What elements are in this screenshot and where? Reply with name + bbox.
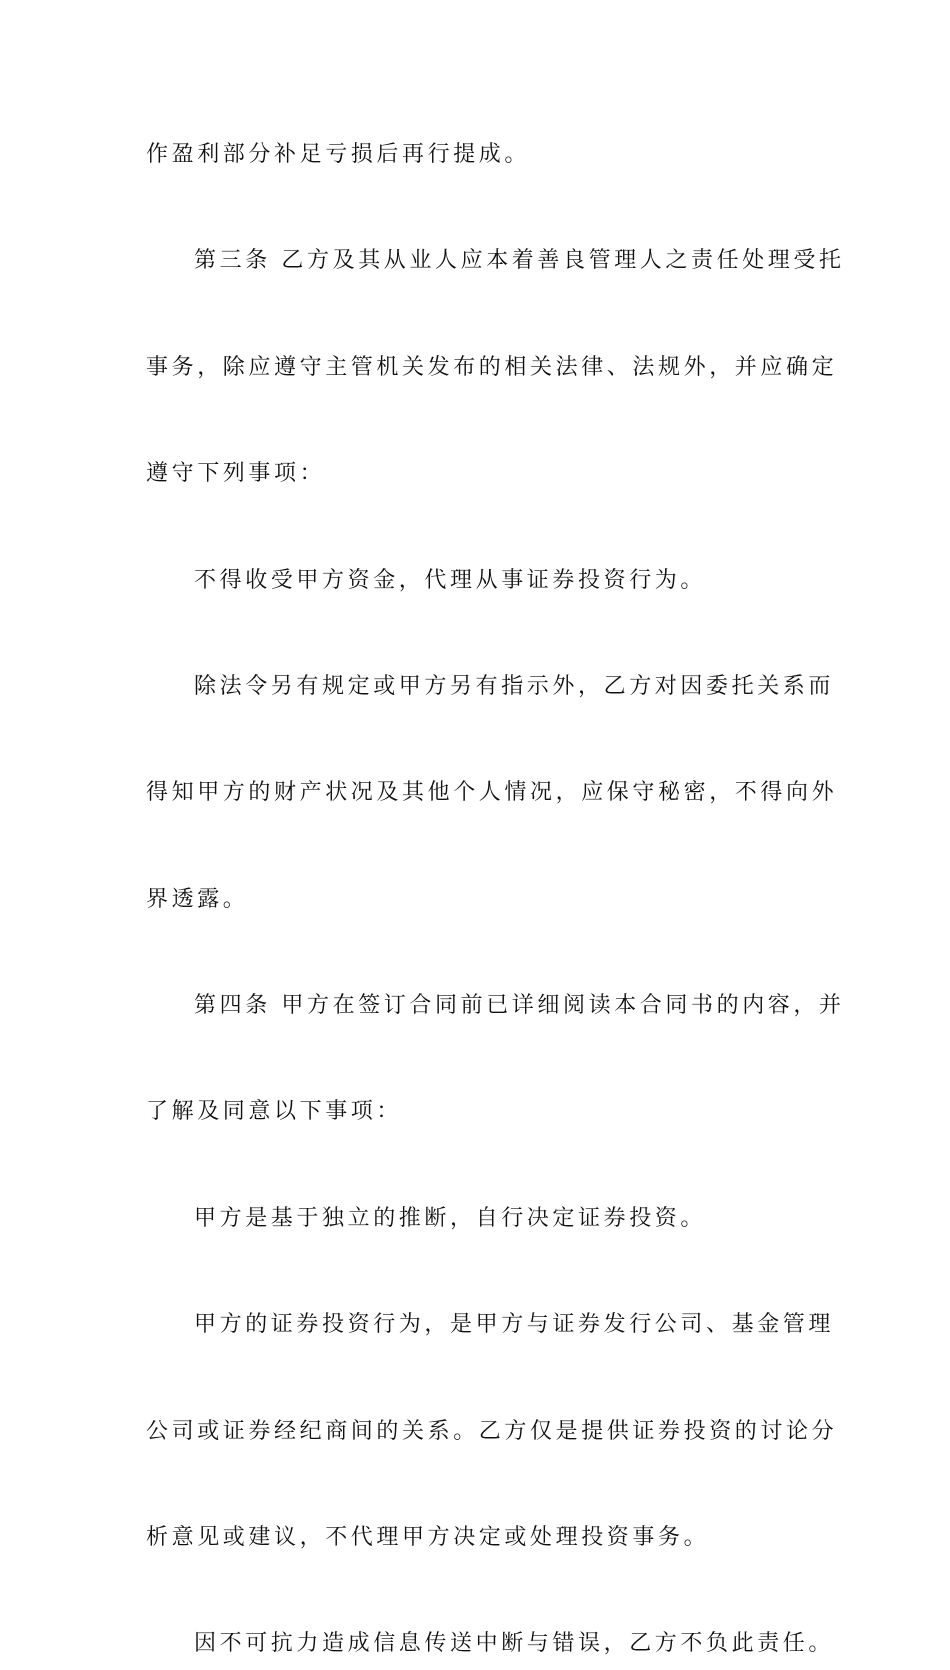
blank-line: [146, 1458, 806, 1511]
article-four-heading-line: 第四条 甲方在签订合同前已详细阅读本合同书的内容，并: [194, 993, 845, 1018]
text-line: 事务，除应遵守主管机关发布的相关法律、法规外，并应确定: [146, 354, 838, 380]
text-line: 遵守下列事项：: [146, 461, 326, 487]
text-line: 析意见或建议，不代理甲方决定或处理投资事务。: [146, 1524, 710, 1550]
blank-line: [146, 819, 806, 872]
text-line: 公司或证券经纪商间的关系。乙方仅是提供证券投资的讨论分: [146, 1418, 838, 1444]
list-item-line: 不得收受甲方资金，代理从事证券投资行为。: [194, 567, 707, 593]
text-line: 了解及同意以下事项：: [146, 1099, 403, 1125]
blank-line: [146, 288, 806, 341]
blank-line: [146, 607, 806, 660]
list-item-line: 因不可抗力造成信息传送中断与错误，乙方不负此责任。: [194, 1631, 835, 1657]
blank-line: [146, 1564, 806, 1617]
blank-line: [146, 1139, 806, 1192]
blank-line: [146, 500, 806, 553]
contract-body: [146, 128, 845, 1670]
article-three-heading-line: 第三条 乙方及其从业人应本着善良管理人之责任处理受托: [194, 248, 845, 274]
list-item-line: 甲方是基于独立的推断，自行决定证券投资。: [194, 1205, 707, 1231]
text-line: 得知甲方的财产状况及其他个人情况，应保守秘密，不得向外: [146, 780, 838, 806]
text-line: 作盈利部分补足亏损后再行提成。: [146, 142, 531, 167]
text-line: 界透露。: [146, 886, 249, 912]
blank-line: [146, 1032, 806, 1085]
list-item-line: 除法令另有规定或甲方另有指示外，乙方对因委托关系而: [194, 673, 835, 699]
blank-line: [146, 713, 806, 766]
blank-line: [146, 1351, 806, 1404]
blank-line: [146, 181, 806, 234]
blank-line: [146, 1245, 806, 1298]
blank-line: [146, 926, 806, 979]
blank-line: [146, 394, 806, 447]
list-item-line: 甲方的证券投资行为，是甲方与证券发行公司、基金管理: [194, 1312, 835, 1338]
